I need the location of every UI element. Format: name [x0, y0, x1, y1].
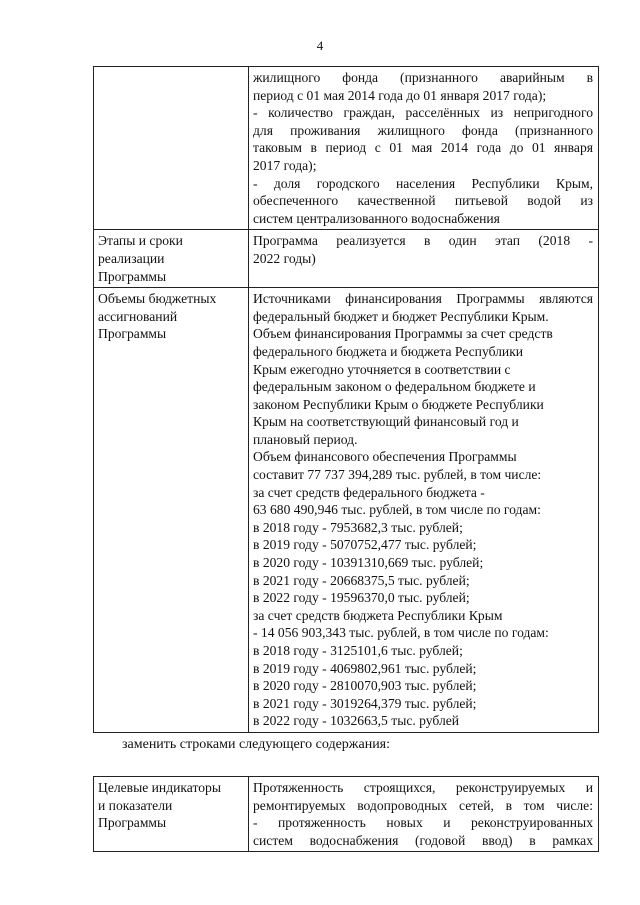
page-number: 4 [316, 38, 324, 53]
row-content-line: Протяженность строящихся, реконструируемых и [253, 780, 593, 795]
row-label-line: Целевые индикаторы [98, 780, 221, 795]
program-passport-table [93, 66, 599, 733]
row-label-cell [94, 230, 249, 288]
row-content-cell [249, 67, 599, 230]
row-content-line: в 2020 году - 2810070,903 тыс. рублей; [253, 678, 477, 694]
row-label-cell [94, 777, 249, 852]
table-row [94, 777, 599, 852]
row-content-line: за счет средств бюджета Республики Крым [253, 607, 503, 623]
row-content-line: Крым на соответствующий финансовый год и [253, 414, 519, 430]
table-row [94, 288, 599, 733]
row-content-line: 2022 годы) [253, 250, 316, 266]
row-content-line: в 2019 году - 5070752,477 тыс. рублей; [253, 537, 477, 553]
row-content-line: Источниками финансирования Программы являются [253, 291, 593, 307]
row-content-line: в 2021 году - 3019264,379 тыс. рублей; [253, 695, 477, 711]
row-label-line: Программы [98, 268, 167, 284]
row-content-line: федерального бюджета и бюджета Республики [253, 343, 524, 359]
row-content-line: в 2022 году - 19596370,0 тыс. рублей; [253, 590, 470, 606]
row-content-line: 2017 года); [253, 157, 317, 173]
row-content-line: в 2022 году - 1032663,5 тыс. рублей [253, 713, 460, 729]
row-content-cell [249, 288, 599, 733]
row-content-line: систем централизованного водоснабжения [253, 210, 500, 226]
row-content-line: - протяженность новых и реконструированных [253, 815, 593, 831]
table-row [94, 230, 599, 288]
row-label-cell [94, 67, 249, 230]
table-row [94, 67, 599, 230]
row-content-line: для проживания жилищного фонда (признанного [253, 122, 593, 138]
row-label-line: ассигнований [98, 308, 178, 324]
row-content-line: жилищного фонда (признанного аварийным в [253, 70, 593, 85]
row-label-line: реализации [98, 250, 165, 266]
row-content-cell [249, 777, 599, 852]
row-content-line: в 2018 году - 3125101,6 тыс. рублей; [253, 643, 463, 658]
replacement-table [93, 776, 599, 852]
row-label-line: Программы [98, 326, 167, 342]
row-content-line: федеральный бюджет и бюджет Республики Крым. [253, 308, 549, 324]
row-content-line: плановый период. [253, 431, 358, 447]
row-content-line: федеральным законом о федеральном бюджете и [253, 379, 536, 395]
row-content-line: период с 01 мая 2014 года до 01 января 2017 года); [253, 87, 547, 103]
row-content-line: Объем финансового обеспечения Программы [253, 449, 517, 465]
row-content-line: - 14 056 903,343 тыс. рублей, в том числе по годам: [253, 625, 549, 641]
row-content-line: - доля городского населения Республики Крым, [253, 175, 593, 191]
row-label-line: Программы [98, 815, 167, 831]
row-content-line: Крым ежегодно уточняется в соответствии с [253, 361, 511, 377]
row-content-line: составит 77 737 394,289 тыс. рублей, в том числе: [253, 467, 542, 483]
row-label-line: Объемы бюджетных [98, 291, 217, 307]
row-content-line: в 2019 году - 4069802,961 тыс. рублей; [253, 660, 477, 676]
row-content-line: в 2018 году - 7953682,3 тыс. рублей; [253, 519, 463, 535]
row-content-line: 63 680 490,946 тыс. рублей, в том числе по годам: [253, 502, 541, 518]
row-content-line: за счет средств федерального бюджета - [253, 484, 485, 500]
row-content-cell [249, 230, 599, 288]
row-content-line: Объем финансирования Программы за счет средств [253, 326, 553, 342]
replace-instruction: заменить строками следующего содержания: [122, 737, 391, 752]
row-content-line: в 2021 году - 20668375,5 тыс. рублей; [253, 572, 470, 588]
row-label-cell [94, 288, 249, 733]
table-body [94, 67, 599, 733]
row-label-line: и показатели [98, 797, 173, 813]
row-content-line: ремонтируемых водопроводных сетей, в том числе: [253, 797, 593, 813]
row-content-line: Программа реализуется в один этап (2018 - [253, 233, 593, 249]
table-body [94, 777, 599, 852]
row-content-line: в 2020 году - 10391310,669 тыс. рублей; [253, 555, 484, 571]
row-content-line: законом Республики Крым о бюджете Республики [253, 396, 544, 412]
row-label-line: Этапы и сроки [98, 233, 183, 249]
row-content-line: - количество граждан, расселённых из непригодного [253, 105, 593, 121]
row-content-line: таковым в период с 01 мая 2014 года до 01 января [253, 140, 593, 156]
row-content-line: обеспеченного качественной питьевой водой из [253, 193, 593, 209]
row-content-line: систем водоснабжения (годовой ввод) в рамках [253, 832, 593, 848]
